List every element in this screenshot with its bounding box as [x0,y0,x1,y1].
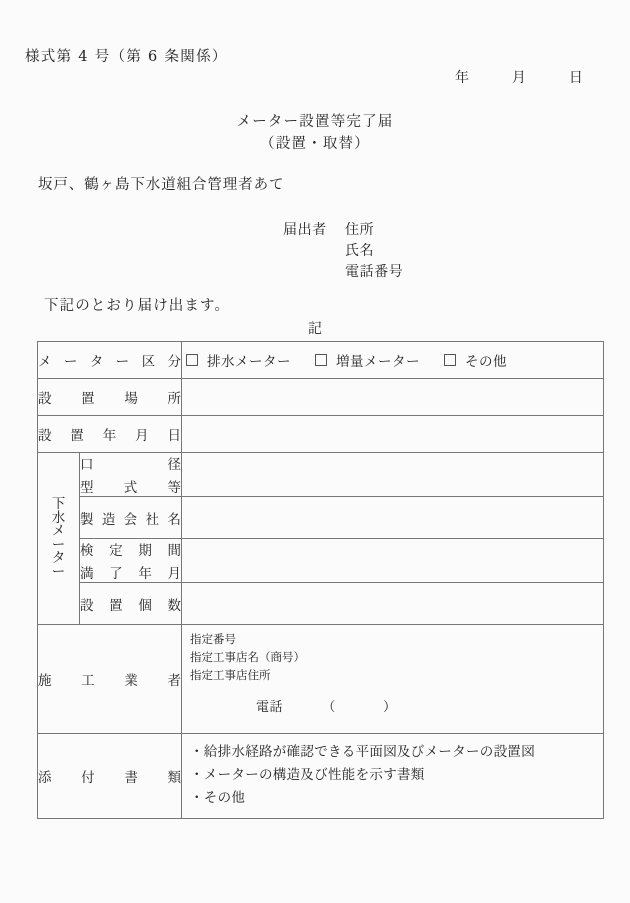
label-contractor-chars [38,669,181,689]
contractor-phone-line [190,698,603,718]
main-form-table [37,341,604,819]
label-attachments [38,734,182,819]
form-number: 様式第 4 号（第 6 条関係） [25,49,228,65]
char: 区 [141,354,156,370]
char: 類 [167,769,181,786]
char: 年 [138,566,152,582]
char: 満 [80,566,94,582]
char: 数 [167,597,181,614]
char: 水 [51,509,66,526]
label-type-chars [80,476,181,496]
submitter-row-phone [283,261,403,282]
table-row-attachments [38,734,604,819]
checkbox-icon[interactable] [444,354,456,366]
contractor-phone-label: 電話 [256,700,284,716]
attachment-item: ・その他 [190,790,246,807]
table-row-install-date [38,416,604,453]
checkbox-option-other[interactable] [444,350,507,370]
char: ー [51,536,66,553]
char: 分 [167,354,181,370]
label-install-location-chars [38,387,181,407]
char: メ [38,354,52,370]
date-line [455,67,583,87]
char: 径 [167,457,181,473]
char: タ [89,354,104,370]
value-install-date[interactable] [182,416,604,453]
table-row-manufacturer [38,497,604,539]
table-row-install-location [38,379,604,416]
char: 会 [123,511,138,528]
contractor-shop-name: 指定工事店名（商号） [190,649,305,664]
char: 設 [38,428,52,444]
attachment-item: ・給排水経路が確認できる平面図及びメーターの設置図 [190,744,535,760]
date-day-label: 日 [568,70,583,86]
char: 業 [124,673,138,689]
label-sewer-meter-group [38,453,80,625]
char: メ [51,523,66,539]
label-manufacturer [80,497,182,539]
label-diameter-type [80,453,182,497]
label-install-count [80,583,182,625]
document-subtitle: （設置・取替） [260,136,370,152]
checkbox-icon[interactable] [186,354,198,366]
checkbox-option-drainage-meter[interactable] [186,350,291,370]
checkbox-label: 排水メーター [207,354,291,370]
char: 日 [167,428,181,444]
ki-mark: 記 [308,321,322,337]
char: 書 [124,769,138,786]
char: 置 [109,597,123,614]
checkbox-label: その他 [465,354,507,370]
document-title: メーター設置等完了届 [236,114,394,130]
value-install-count[interactable] [182,583,604,625]
label-meter-type-chars [38,350,181,370]
checkbox-option-increase-meter[interactable] [315,350,420,370]
char: 置 [70,428,84,444]
char: 個 [138,597,152,614]
value-manufacturer[interactable] [182,497,604,539]
char: 口 [80,457,94,473]
statement-text: 下記のとおり届け出ます。 [44,298,231,314]
contractor-shop-address: 指定工事店住所 [190,667,271,682]
submitter-field-address: 住所 [345,222,375,238]
attachment-item: ・メーターの構造及び性能を示す書類 [190,767,425,784]
char: 設 [80,597,94,614]
char: ー [63,354,78,370]
label-expiry-date-chars [80,562,181,582]
char: 定 [109,543,123,559]
char: 間 [167,543,181,559]
value-certification-expiry[interactable] [182,539,604,583]
date-year-label: 年 [455,70,469,86]
contractor-designation-number: 指定番号 [190,632,236,646]
submitter-label: 届出者 [283,222,327,238]
label-manufacturer-chars [80,508,181,528]
char: 添 [38,769,52,786]
submitter-block [283,219,403,282]
value-attachments [182,734,604,819]
vertical-label-chars [38,498,79,579]
char: 付 [81,769,95,786]
char: 検 [80,543,94,559]
char: 了 [109,566,123,582]
table-row-sewer-meter-diameter [38,453,604,497]
value-diameter-type[interactable] [182,453,604,497]
table-row-meter-type [38,342,604,379]
char: 所 [167,391,181,407]
char: 設 [38,391,52,407]
addressee: 坂戸、鶴ヶ島下水道組合管理者あて [38,177,285,193]
char: 年 [102,428,117,444]
table-row-certification-expiry [38,539,604,583]
contractor-phone-close-paren: ） [383,700,397,716]
meter-type-options [182,350,603,370]
char: 者 [167,673,181,689]
char: 社 [145,511,160,528]
char: ー [51,563,66,580]
label-install-count-chars [80,594,181,614]
date-month-label: 月 [511,70,526,86]
char: 場 [124,391,138,407]
contractor-phone-open-paren: （ [322,700,336,716]
checkbox-label: 増量メーター [336,354,420,370]
table-row-install-count [38,583,604,625]
value-meter-type[interactable] [182,342,604,379]
label-diameter-chars [80,453,181,473]
char: 式 [123,480,138,496]
label-contractor [38,625,182,734]
submitter-field-phone: 電話番号 [345,264,404,280]
label-certification-period-chars [80,539,181,559]
label-install-date [38,416,182,453]
table-row-contractor [38,625,604,734]
label-install-location [38,379,182,416]
value-install-location[interactable] [182,379,604,416]
char: 月 [135,428,149,444]
submitter-field-name: 氏名 [345,243,375,259]
char: ー [115,354,130,370]
submitter-row-name [283,240,403,261]
label-attachments-chars [38,766,181,786]
char: 工 [81,673,95,689]
char: 製 [80,511,94,528]
char: 期 [138,543,152,559]
char: 等 [167,480,181,496]
char: 施 [38,673,52,689]
contractor-fields [182,625,603,725]
attachment-list [182,734,603,818]
char: 型 [80,480,94,496]
char: 置 [81,391,95,407]
char: 下 [51,496,66,512]
char: 月 [167,566,181,582]
submitter-row-address [283,219,403,240]
char: 名 [167,511,181,528]
checkbox-icon[interactable] [315,354,327,366]
value-contractor[interactable] [182,625,604,734]
label-meter-type [38,342,182,379]
label-install-date-chars [38,424,181,444]
label-certification-expiry [80,539,182,583]
char: タ [51,550,66,566]
char: 造 [101,511,116,528]
